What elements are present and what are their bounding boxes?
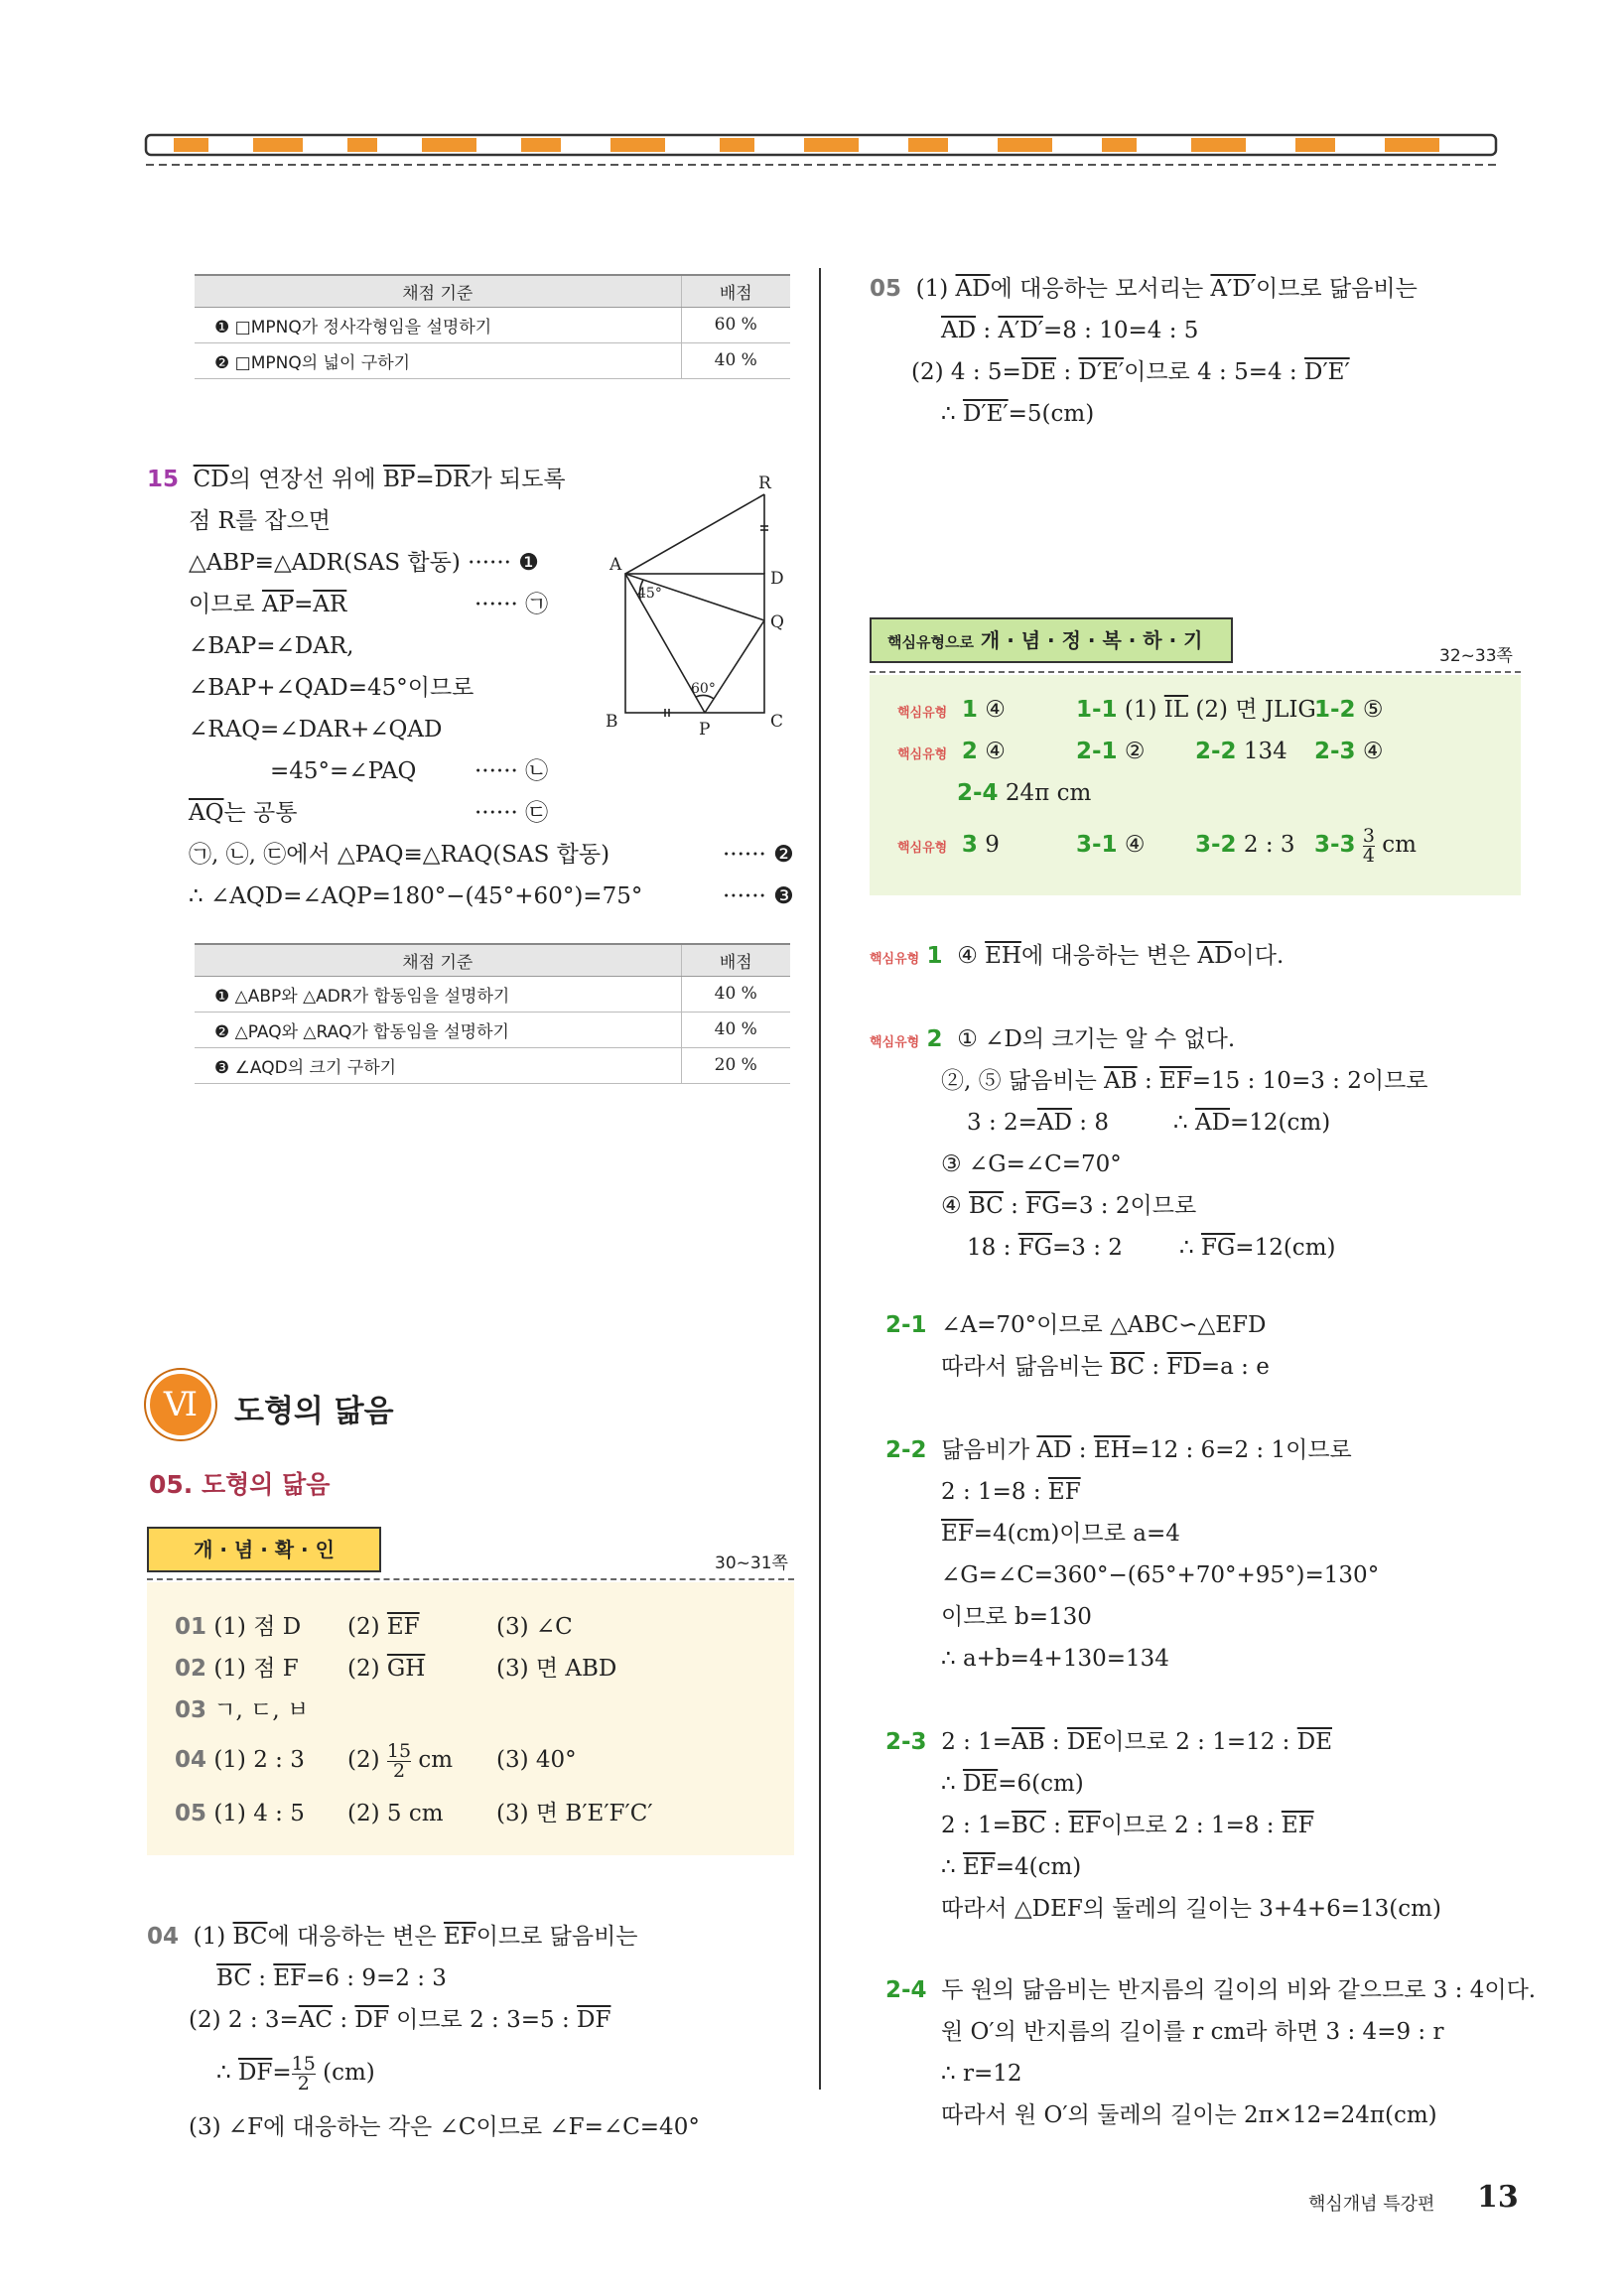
svg-text:Q: Q bbox=[770, 612, 784, 632]
section-title: 05. 도형의 닮음 bbox=[149, 1470, 331, 1499]
footer-label: 핵심개념 특강편 bbox=[1308, 2194, 1435, 2215]
dashed-rule bbox=[147, 1578, 794, 1580]
svg-text:45°: 45° bbox=[637, 586, 662, 602]
svg-text:D: D bbox=[770, 569, 784, 589]
core-label: 핵심유형으로 개 · 념 · 정 · 복 · 하 · 기 bbox=[870, 617, 1233, 663]
svg-text:R: R bbox=[758, 473, 771, 493]
svg-text:C: C bbox=[770, 712, 784, 732]
concept-check-answers: 01 (1) 점 D (2) $\overline{EF}$ (3) ∠C 02 (1) 점 F (2) $\overline{GH}$ (3) 면 ABD 03 ㄱ, ㄷ, ㅂ 04 (1) 2 : 3 (2) $\frac{15}{2}$ cm (3) 40° 05 (1) 4 : 5 (2) 5 cm (3) 면 B′E′F′C′ bbox=[147, 1582, 794, 1855]
table-row: ❷ △PAQ와 △RAQ가 합동임을 설명하기 40 % bbox=[195, 1012, 790, 1047]
table-row: ❷ □MPNQ의 넓이 구하기 40 % bbox=[195, 342, 790, 378]
svg-text:B: B bbox=[606, 712, 618, 732]
table-row: ❶ △ABP와 △ADR가 합동임을 설명하기 40 % bbox=[195, 976, 790, 1012]
dashed-rule bbox=[870, 671, 1521, 673]
table-header-criteria: 채점 기준 bbox=[195, 275, 681, 307]
concept-check-label: 개 · 념 · 확 · 인 bbox=[147, 1527, 381, 1572]
column-divider bbox=[819, 268, 821, 2090]
core-pages: 32~33쪽 bbox=[1439, 646, 1513, 666]
core-answers: 핵심유형 1 ④ 1-1 (1) $\overline{IL}$ (2) 면 JLIG 1-2 ⑤ 핵심유형 2 ④ 2-1 ② 2-2 134 2-3 ④ 2-4 24π cm 핵심유형 3 9 3-1 ④ 3-2 2 : 3 3-3 $\frac{3}{4}$ cm bbox=[870, 675, 1521, 895]
header-band bbox=[144, 131, 1499, 171]
scoring-table-1 bbox=[195, 274, 790, 379]
svg-text:P: P bbox=[699, 720, 711, 740]
svg-text:60°: 60° bbox=[691, 681, 716, 697]
table-header-points: 배점 bbox=[681, 275, 790, 307]
problem-number: 15 bbox=[147, 467, 180, 492]
table-header-points: 배점 bbox=[681, 944, 790, 976]
geometry-figure bbox=[596, 467, 809, 740]
table-row: ❶ □MPNQ가 정사각형임을 설명하기 60 % bbox=[195, 307, 790, 342]
table-header-criteria: 채점 기준 bbox=[195, 944, 681, 976]
page-number: 13 bbox=[1477, 2180, 1519, 2215]
svg-text:A: A bbox=[609, 555, 622, 575]
concept-check-pages: 30~31쪽 bbox=[715, 1553, 788, 1573]
table-row: ❸ ∠AQD의 크기 구하기 20 % bbox=[195, 1047, 790, 1083]
chapter-title: 도형의 닮음 bbox=[234, 1394, 394, 1429]
chapter-badge: Ⅵ bbox=[146, 1370, 215, 1439]
scoring-table-2 bbox=[195, 943, 790, 1084]
